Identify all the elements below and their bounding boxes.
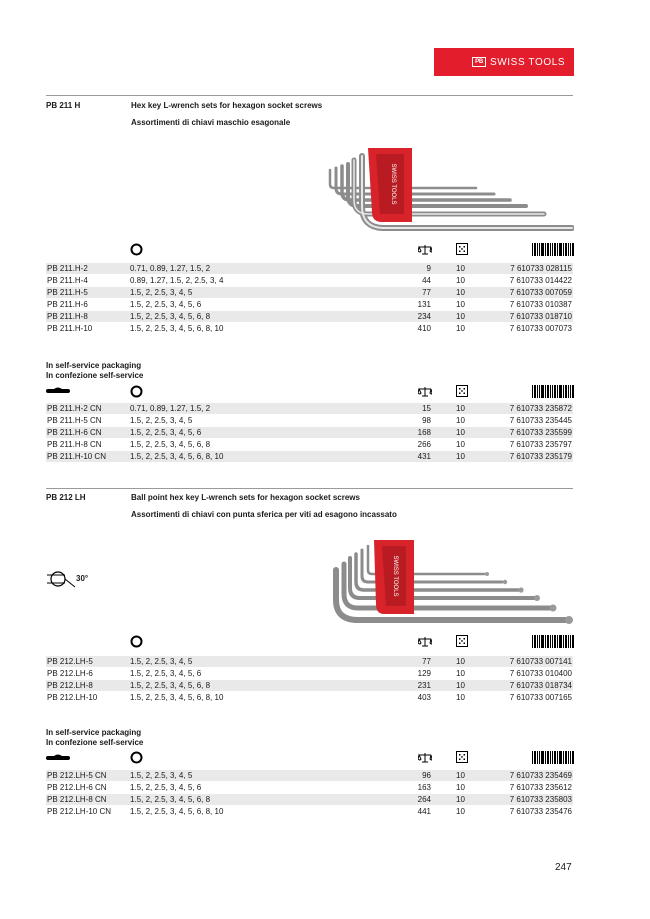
row-code: PB 211.H-10 <box>47 324 93 333</box>
row-weight: 77 <box>422 288 431 297</box>
row-code: PB 211.H-4 <box>47 276 88 285</box>
pb-logo-mark: PB <box>472 57 486 67</box>
hanger-hook-icon <box>46 753 70 763</box>
row-ean: 7 610733 235612 <box>509 783 572 792</box>
row-qty: 10 <box>456 681 465 690</box>
row-sizes: 1.5, 2, 2.5, 3, 4, 5, 6, 8 <box>130 312 211 321</box>
row-sizes: 1.5, 2, 2.5, 3, 4, 5 <box>130 288 193 297</box>
table-row <box>46 287 573 298</box>
barcode-icon <box>532 635 574 648</box>
row-sizes: 1.5, 2, 2.5, 3, 4, 5, 6, 8 <box>130 795 211 804</box>
row-ean: 7 610733 007073 <box>509 324 572 333</box>
row-code: PB 212.LH-10 CN <box>47 807 112 816</box>
row-qty: 10 <box>456 276 465 285</box>
row-sizes: 1.5, 2, 2.5, 3, 4, 5 <box>130 416 193 425</box>
hex-size-icon <box>130 243 143 256</box>
row-code: PB 211.H-2 <box>47 264 88 273</box>
row-weight: 410 <box>417 324 431 333</box>
scale-weight-icon <box>418 386 432 397</box>
table-row <box>46 692 573 703</box>
row-ean: 7 610733 010387 <box>509 300 572 309</box>
table-row <box>46 794 573 805</box>
row-weight: 96 <box>422 771 431 780</box>
row-code: PB 212.LH-8 CN <box>47 795 107 804</box>
row-ean: 7 610733 018734 <box>509 681 572 690</box>
scale-weight-icon <box>418 752 432 763</box>
angle-label: 30° <box>76 574 89 583</box>
row-ean: 7 610733 235797 <box>509 440 572 449</box>
scale-weight-icon <box>418 244 432 255</box>
ball-point-angle-icon <box>45 568 77 590</box>
row-sizes: 1.5, 2, 2.5, 3, 4, 5, 6, 8 <box>130 440 211 449</box>
barcode-icon <box>532 243 574 256</box>
row-code: PB 212.LH-8 <box>47 681 93 690</box>
product-code-pb212lh: PB 212 LH <box>46 493 86 502</box>
self-service-label-it: In confezione self-service <box>46 371 144 380</box>
row-qty: 10 <box>456 771 465 780</box>
row-qty: 10 <box>456 669 465 678</box>
table-row <box>46 299 573 310</box>
barcode-icon <box>532 385 574 398</box>
title-en-pb211h: Hex key L-wrench sets for hexagon socket screws <box>131 101 323 110</box>
row-weight: 15 <box>422 404 431 413</box>
row-weight: 234 <box>417 312 431 321</box>
row-qty: 10 <box>456 264 465 273</box>
page-number: 247 <box>555 862 572 873</box>
row-sizes: 0.71, 0.89, 1.27, 1.5, 2 <box>130 404 211 413</box>
row-sizes: 1.5, 2, 2.5, 3, 4, 5, 6 <box>130 669 202 678</box>
pack-quantity-icon <box>456 243 468 255</box>
row-code: PB 212.LH-5 <box>47 657 93 666</box>
pack-quantity-icon <box>456 385 468 397</box>
row-code: PB 212.LH-6 CN <box>47 783 107 792</box>
section-divider <box>46 488 573 489</box>
row-qty: 10 <box>456 783 465 792</box>
title-en-pb212lh: Ball point hex key L-wrench sets for hexagon socket screws <box>131 493 360 502</box>
row-weight: 264 <box>417 795 431 804</box>
hex-size-icon <box>130 635 143 648</box>
row-code: PB 211.H-8 <box>47 312 88 321</box>
row-code: PB 211.H-8 CN <box>47 440 102 449</box>
table-row <box>46 806 573 817</box>
row-ean: 7 610733 014422 <box>509 276 572 285</box>
row-weight: 77 <box>422 657 431 666</box>
self-service-label-en: In self-service packaging <box>46 728 142 737</box>
row-ean: 7 610733 010400 <box>509 669 572 678</box>
table-row <box>46 782 573 793</box>
row-qty: 10 <box>456 428 465 437</box>
table-row <box>46 680 573 691</box>
row-weight: 266 <box>417 440 431 449</box>
row-sizes: 1.5, 2, 2.5, 3, 4, 5, 6, 8, 10 <box>130 324 224 333</box>
row-weight: 231 <box>417 681 431 690</box>
row-ean: 7 610733 007165 <box>509 693 572 702</box>
row-ean: 7 610733 007141 <box>509 657 572 666</box>
hex-size-icon <box>130 751 143 764</box>
row-sizes: 1.5, 2, 2.5, 3, 4, 5 <box>130 657 193 666</box>
row-ean: 7 610733 007059 <box>509 288 572 297</box>
self-service-label-en: In self-service packaging <box>46 361 142 370</box>
row-code: PB 211.H-6 <box>47 300 88 309</box>
row-code: PB 212.LH-10 <box>47 693 98 702</box>
row-qty: 10 <box>456 288 465 297</box>
row-qty: 10 <box>456 440 465 449</box>
row-sizes: 1.5, 2, 2.5, 3, 4, 5, 6 <box>130 783 202 792</box>
row-qty: 10 <box>456 312 465 321</box>
row-ean: 7 610733 235476 <box>509 807 572 816</box>
row-sizes: 1.5, 2, 2.5, 3, 4, 5, 6 <box>130 300 202 309</box>
scale-weight-icon <box>418 636 432 647</box>
row-sizes: 1.5, 2, 2.5, 3, 4, 5, 6, 8, 10 <box>130 693 224 702</box>
row-code: PB 211.H-10 CN <box>47 452 106 461</box>
self-service-label-it: In confezione self-service <box>46 738 144 747</box>
row-sizes: 1.5, 2, 2.5, 3, 4, 5, 6, 8, 10 <box>130 452 224 461</box>
row-sizes: 0.89, 1.27, 1.5, 2, 2.5, 3, 4 <box>130 276 224 285</box>
row-ean: 7 610733 235469 <box>509 771 572 780</box>
table-row <box>46 415 573 426</box>
table-row <box>46 439 573 450</box>
row-weight: 403 <box>417 693 431 702</box>
svg-text:SWISS TOOLS: SWISS TOOLS <box>392 555 398 597</box>
hex-size-icon <box>130 385 143 398</box>
row-weight: 98 <box>422 416 431 425</box>
row-ean: 7 610733 235445 <box>509 416 572 425</box>
product-code-pb211h: PB 211 H <box>46 101 81 110</box>
row-ean: 7 610733 235179 <box>509 452 572 461</box>
barcode-icon <box>532 751 574 764</box>
table-row <box>46 403 573 414</box>
pack-quantity-icon <box>456 635 468 647</box>
row-weight: 431 <box>417 452 431 461</box>
row-qty: 10 <box>456 452 465 461</box>
table-row <box>46 275 573 286</box>
row-weight: 163 <box>417 783 431 792</box>
row-weight: 44 <box>422 276 431 285</box>
row-qty: 10 <box>456 300 465 309</box>
row-sizes: 1.5, 2, 2.5, 3, 4, 5, 6, 8 <box>130 681 211 690</box>
row-ean: 7 610733 235872 <box>509 404 572 413</box>
table-row <box>46 770 573 781</box>
row-qty: 10 <box>456 795 465 804</box>
row-ean: 7 610733 235599 <box>509 428 572 437</box>
row-ean: 7 610733 018710 <box>509 312 572 321</box>
table-row <box>46 323 573 334</box>
table-row <box>46 263 573 274</box>
brand-logo <box>434 48 574 76</box>
product-image-pb212lh <box>314 534 576 626</box>
row-code: PB 211.H-5 <box>47 288 88 297</box>
brand-name: SWISS TOOLS <box>490 56 566 68</box>
row-sizes: 1.5, 2, 2.5, 3, 4, 5, 6, 8, 10 <box>130 807 224 816</box>
row-qty: 10 <box>456 416 465 425</box>
title-it-pb212lh: Assortimenti di chiavi con punta sferica per viti ad esagono incassato <box>131 510 397 519</box>
row-weight: 168 <box>417 428 431 437</box>
product-image-pb211h <box>314 144 574 236</box>
table-row <box>46 311 573 322</box>
row-code: PB 211.H-2 CN <box>47 404 102 413</box>
table-row <box>46 451 573 462</box>
title-it-pb211h: Assortimenti di chiavi maschio esagonale <box>131 118 291 127</box>
section-divider <box>46 95 573 96</box>
row-qty: 10 <box>456 693 465 702</box>
row-sizes: 1.5, 2, 2.5, 3, 4, 5 <box>130 771 193 780</box>
row-ean: 7 610733 235803 <box>509 795 572 804</box>
row-weight: 129 <box>417 669 431 678</box>
row-sizes: 0.71, 0.89, 1.27, 1.5, 2 <box>130 264 211 273</box>
row-weight: 131 <box>417 300 431 309</box>
table-row <box>46 656 573 667</box>
row-qty: 10 <box>456 324 465 333</box>
row-code: PB 212.LH-5 CN <box>47 771 107 780</box>
row-ean: 7 610733 028115 <box>510 264 572 273</box>
table-row <box>46 427 573 438</box>
svg-text:SWISS TOOLS: SWISS TOOLS <box>390 163 396 205</box>
row-qty: 10 <box>456 657 465 666</box>
row-qty: 10 <box>456 807 465 816</box>
row-code: PB 211.H-6 CN <box>47 428 102 437</box>
row-code: PB 211.H-5 CN <box>47 416 102 425</box>
row-sizes: 1.5, 2, 2.5, 3, 4, 5, 6 <box>130 428 202 437</box>
table-row <box>46 668 573 679</box>
row-weight: 9 <box>426 264 431 273</box>
row-code: PB 212.LH-6 <box>47 669 93 678</box>
row-qty: 10 <box>456 404 465 413</box>
pack-quantity-icon <box>456 751 468 763</box>
row-weight: 441 <box>417 807 431 816</box>
hanger-hook-icon <box>46 386 70 396</box>
